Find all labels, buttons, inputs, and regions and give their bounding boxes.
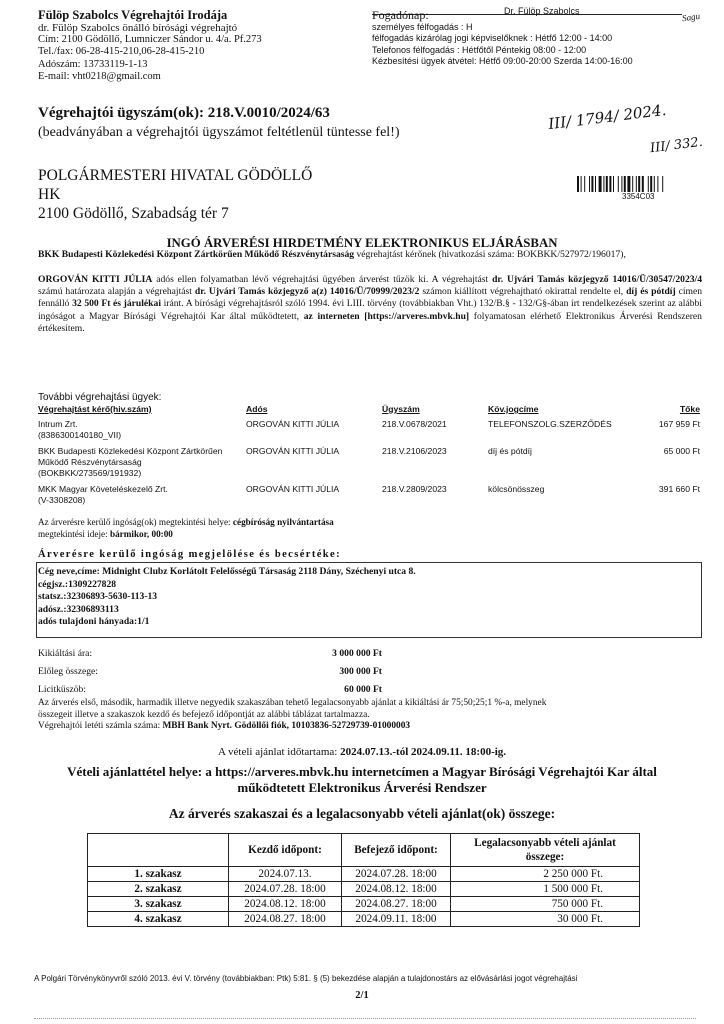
bottom-divider: [34, 1018, 696, 1019]
signature: Sagu: [681, 10, 701, 24]
table-row: [88, 867, 640, 882]
recipient-name: POLGÁRMESTERI HIVATAL GÖDÖLLŐ: [38, 167, 313, 184]
barcode-bar: [632, 176, 633, 192]
row-case: 218.V.2106/2023: [382, 446, 447, 456]
stage-start: 2024.08.12. 18:00: [229, 897, 342, 912]
barcode-bar: [624, 176, 626, 192]
row-debtor: ORGOVÁN KITTI JÚLIA: [246, 419, 340, 429]
stage-note-line: Az árverés első, második, harmadik illetve negyedik szakaszában tehető legalacsonyabb ajánlat a kikiáltási ár 75;50;25;1 %-a, melynek: [38, 698, 547, 708]
price-value: 60 000 Ft: [344, 684, 382, 695]
barcode-bar: [627, 176, 630, 192]
creditor-paragraph: [38, 249, 702, 261]
footer-legal-text: A Polgári Törvénykönyvről szóló 2013. évi V. törvény (továbbiakban: Ptk) 5:81. § (5) bekezdése alapján a tulajdonostárs az elővásárlási jogot végrehajtási: [34, 974, 578, 983]
office-hours: [372, 8, 633, 68]
barcode-bar: [654, 176, 655, 192]
stage-end: 2024.08.12. 18:00: [342, 882, 451, 897]
row-debtor: ORGOVÁN KITTI JÚLIA: [246, 484, 340, 494]
stages-title: Az árverés szakaszai és a legalacsonyabb vételi ajánlat(ok) összege:: [168, 806, 556, 821]
office-hours-line: személyes félfogadás : H: [372, 22, 473, 32]
offer-period-value: 2024.07.13.-tól 2024.09.11. 18:00-ig.: [340, 746, 507, 758]
stage-start: 2024.07.28. 18:00: [229, 882, 342, 897]
barcode-bar: [591, 176, 593, 192]
barcode-bar: [636, 176, 637, 192]
debtor-name: ORGOVÁN KITTI JÚLIA: [38, 274, 153, 285]
handwritten-registry-number: III/ 332.: [649, 134, 704, 157]
item-tax-number: adósz.:32306893113: [38, 603, 119, 615]
col-header-debtor: Adós: [246, 404, 268, 414]
text: számon kiállított végrehajtható okirattal rendelte el,: [419, 286, 627, 298]
stage-start: 2024.07.13.: [229, 867, 342, 882]
stage-min-offer: 2 250 000 Ft.: [451, 867, 640, 882]
col-header-case: Ügyszám: [382, 404, 420, 414]
notice-title: INGÓ ÁRVERÉSI HIRDETMÉNY ELEKTRONIKUS ELJÁRÁSBAN: [166, 236, 558, 250]
case-note: (beadványában a végrehajtói ügyszámot feltétlenül tüntesse fel!): [38, 125, 400, 140]
barcode-bar: [662, 176, 663, 192]
row-creditor: (V-3308208): [38, 495, 86, 505]
stage-end: 2024.07.28. 18:00: [342, 867, 451, 882]
col-header-end: Befejező időpont:: [342, 834, 451, 867]
barcode-bar: [584, 176, 585, 192]
price-label: Kikiáltási ára:: [38, 648, 93, 659]
office-header: [38, 8, 262, 83]
barcode-bar: [648, 176, 649, 192]
creditor-reference: végrehajtást kérőnek (hivatkozási száma: BOKBKK/527972/196017),: [354, 249, 626, 260]
item-company: Cég neve,címe: Midnight Clubz Korlátolt Felelősségű Társaság 2118 Dány, Széchenyi utca 8.: [38, 566, 416, 577]
office-phone: Tel./fax: 06-28-415-210,06-28-415-210: [38, 46, 205, 58]
price-label: Licitküszöb:: [38, 684, 86, 695]
claim-type: díj és pótdíj: [626, 286, 676, 298]
office-name: Fülöp Szabolcs Végrehajtói Irodája: [38, 8, 228, 22]
row-creditor: Működő Részvénytársaság: [38, 457, 142, 467]
barcode: [577, 176, 693, 192]
notary-decision: dr. Ujvári Tamás közjegyző 14016/Ü/30547/2023/4: [492, 274, 702, 285]
row-creditor: BKK Budapesti Közlekedési Központ Zártkörűen: [38, 446, 223, 456]
barcode-bar: [621, 176, 622, 192]
viewing-place-value: cégbíróság nyilvántartása: [232, 517, 334, 527]
stage-end: 2024.08.27. 18:00: [342, 897, 451, 912]
office-hours-line: Telefonos félfogadás : Hétfőtől Péntekig 08:00 - 12:00: [372, 44, 587, 55]
text: számú határozata alapján a végrehajtást: [38, 286, 195, 298]
offer-place: Vételi ajánlattétel helye: a https://arveres.mbvk.hu internetcímen a Magyar Bírósági Végrehajtói Kar által működtetett Elektronikus Árverési Rendszer: [67, 764, 657, 795]
claim-amount: 32 500 Ft és járulékai: [72, 298, 161, 310]
row-case: 218.V.2809/2023: [382, 484, 447, 494]
stage-note-line: összegeit illetve a szakaszok kezdő és befejező időpontját az alábbi táblázat tartalmazza.: [38, 709, 370, 720]
barcode-bar: [638, 176, 640, 192]
handwritten-registry-number: III/ 1794/ 2024.: [547, 100, 668, 134]
table-row: [88, 882, 640, 897]
stage-end: 2024.09.11. 18:00: [342, 912, 451, 927]
barcode-bar: [657, 176, 658, 192]
barcode-bar: [581, 176, 582, 192]
col-header-amount: Tőke: [679, 404, 700, 414]
stage-min-offer: 750 000 Ft.: [451, 897, 640, 912]
notary-document: dr. Ujvári Tamás közjegyző a(z) 14016/Ü/70999/2023/2: [194, 286, 420, 298]
office-email: E-mail: vht0218@gmail.com: [38, 70, 161, 82]
row-claim: kölcsönösszeg: [488, 484, 545, 494]
row-case: 218.V.0678/2021: [382, 419, 447, 429]
row-creditor: (8386300140180_VII): [38, 430, 122, 440]
text: folyamatosan elérhető Elektronikus Árverési Rendszeren értékesítem.: [38, 310, 702, 334]
col-header-claim: Köv.jogcíme: [488, 404, 539, 414]
creditor-name: BKK Budapesti Közlekedési Központ Zártkörűen Működő Részvénytársaság: [38, 249, 355, 260]
stage-name: 2. szakasz: [88, 882, 229, 897]
auction-site-link[interactable]: az interneten [https://arveres.mbvk.hu]: [303, 310, 470, 322]
stage-min-offer: 1 500 000 Ft.: [451, 882, 640, 897]
barcode-bar: [595, 176, 596, 192]
case-number: Végrehajtói ügyszám(ok): 218.V.0010/2024/63: [38, 105, 330, 121]
stage-min-offer: 30 000 Ft.: [451, 912, 640, 927]
item-reg-number: cégjsz.:1309227828: [38, 578, 117, 590]
table-row: [88, 912, 640, 927]
item-section-title: Árverésre kerülő ingóság megjelölése és becsértéke:: [38, 549, 341, 560]
stages-table: [87, 833, 640, 927]
item-details: [38, 566, 416, 629]
recipient-dept: HK: [38, 186, 61, 203]
col-header-stage: [88, 834, 229, 867]
office-address: Cím: 2100 Gödöllő, Lumniczer Sándor u. 4/a. Pf.273: [38, 34, 262, 46]
bank-account: MBH Bank Nyrt. Gödöllői fiók, 10103836-52729739-01000003: [162, 721, 411, 732]
offer-period: [0, 746, 724, 758]
table-header-row: [88, 834, 640, 867]
stage-name: 4. szakasz: [88, 912, 229, 927]
office-hours-title: Fogadónap:: [372, 8, 429, 22]
barcode-bar: [589, 176, 590, 192]
viewing-time-label: megtekintési ideje:: [38, 528, 110, 539]
text: adós ellen folyamatban lévő végrehajtási ügyében árverést tűzök ki. A végrehajtást: [152, 274, 493, 285]
page-number: 2/1: [355, 990, 369, 1001]
table-row: [88, 897, 640, 912]
row-amount: 391 660 Ft: [658, 484, 700, 494]
name-stamp: Dr. Fülöp Szabolcs: [504, 6, 580, 16]
text: címen fennálló: [38, 286, 703, 310]
row-claim: díj és pótdíj: [488, 446, 532, 456]
row-amount: 65 000 Ft: [663, 446, 700, 456]
stage-start: 2024.08.27. 18:00: [229, 912, 342, 927]
viewing-info: [38, 517, 334, 540]
barcode-bar: [603, 176, 604, 192]
recipient-street: 2100 Gödöllő, Szabadság tér 7: [38, 205, 229, 222]
col-header-min-offer: Legalacsonyabb vételi ajánlat összege:: [451, 834, 640, 867]
text: iránt. A bírósági végrehajtásról szóló 1994. évi LIII. törvény (továbbiakban Vht.) 132/B.§ - 132/G§-ában írt rendelkezések szerint az alábbi ingóságot a Magyar Bírósági Végrehajtói Kar által működtetett,: [38, 298, 702, 322]
office-hours-line: félfogadás kizárólag jogi képviselőknek : Hétfő 12:00 - 14:00: [372, 33, 613, 44]
item-stat-number: statsz.:32306893-5630-113-13: [38, 591, 158, 603]
barcode-bar: [642, 176, 644, 192]
office-tax-number: Adószám: 13733119-1-13: [38, 58, 148, 70]
executor-name: dr. Fülöp Szabolcs önálló bírósági végrehajtó: [38, 22, 238, 34]
price-value: 3 000 000 Ft: [332, 648, 382, 659]
row-creditor: MKK Magyar Követeléskezelő Zrt.: [38, 484, 168, 494]
col-header-start: Kezdő időpont:: [229, 834, 342, 867]
stage-name: 1. szakasz: [88, 867, 229, 882]
barcode-bar: [599, 176, 602, 192]
viewing-time-value: bármikor, 00:00: [109, 528, 173, 539]
price-row: [38, 648, 92, 659]
stage-name: 3. szakasz: [88, 897, 229, 912]
row-amount: 167 959 Ft: [658, 419, 700, 429]
office-hours-line: Kézbesítési ügyek átvétel: Hétfő 09:00-20:00 Szerda 14:00-16:00: [372, 56, 633, 67]
price-value: 300 000 Ft: [339, 666, 382, 677]
barcode-bar: [618, 176, 619, 192]
barcode-bar: [650, 176, 652, 192]
offer-period-label: A vételi ajánlat időtartama:: [217, 746, 341, 758]
row-claim: TELEFONSZOLG.SZERZŐDÉS: [488, 419, 612, 429]
row-debtor: ORGOVÁN KITTI JÚLIA: [246, 446, 340, 456]
barcode-number: 3354C03: [622, 192, 655, 201]
col-header-creditor: Végrehajtást kérő(hiv.szám): [38, 404, 152, 414]
price-row: [38, 666, 98, 677]
barcode-bar: [577, 176, 579, 192]
row-creditor: Intrum Zrt.: [38, 419, 78, 429]
price-label: Előleg összege:: [38, 666, 98, 677]
barcode-bar: [613, 176, 614, 192]
item-ownership: adós tulajdoni hányada:1/1: [38, 616, 150, 628]
recipient-address: [38, 166, 312, 223]
stage-note: [38, 698, 702, 733]
other-cases-title: További végrehajtási ügyek:: [38, 392, 162, 403]
auction-paragraph: [38, 274, 702, 335]
viewing-place-label: Az árverésre kerülő ingóság(ok) megtekintési helye:: [38, 517, 233, 527]
price-row: [38, 684, 86, 695]
bank-label: Végrehajtói letéti számla száma:: [38, 721, 163, 732]
barcode-bar: [609, 176, 611, 192]
row-creditor: (BOKBKK/273569/191932): [38, 468, 142, 478]
barcode-bar: [606, 176, 608, 192]
